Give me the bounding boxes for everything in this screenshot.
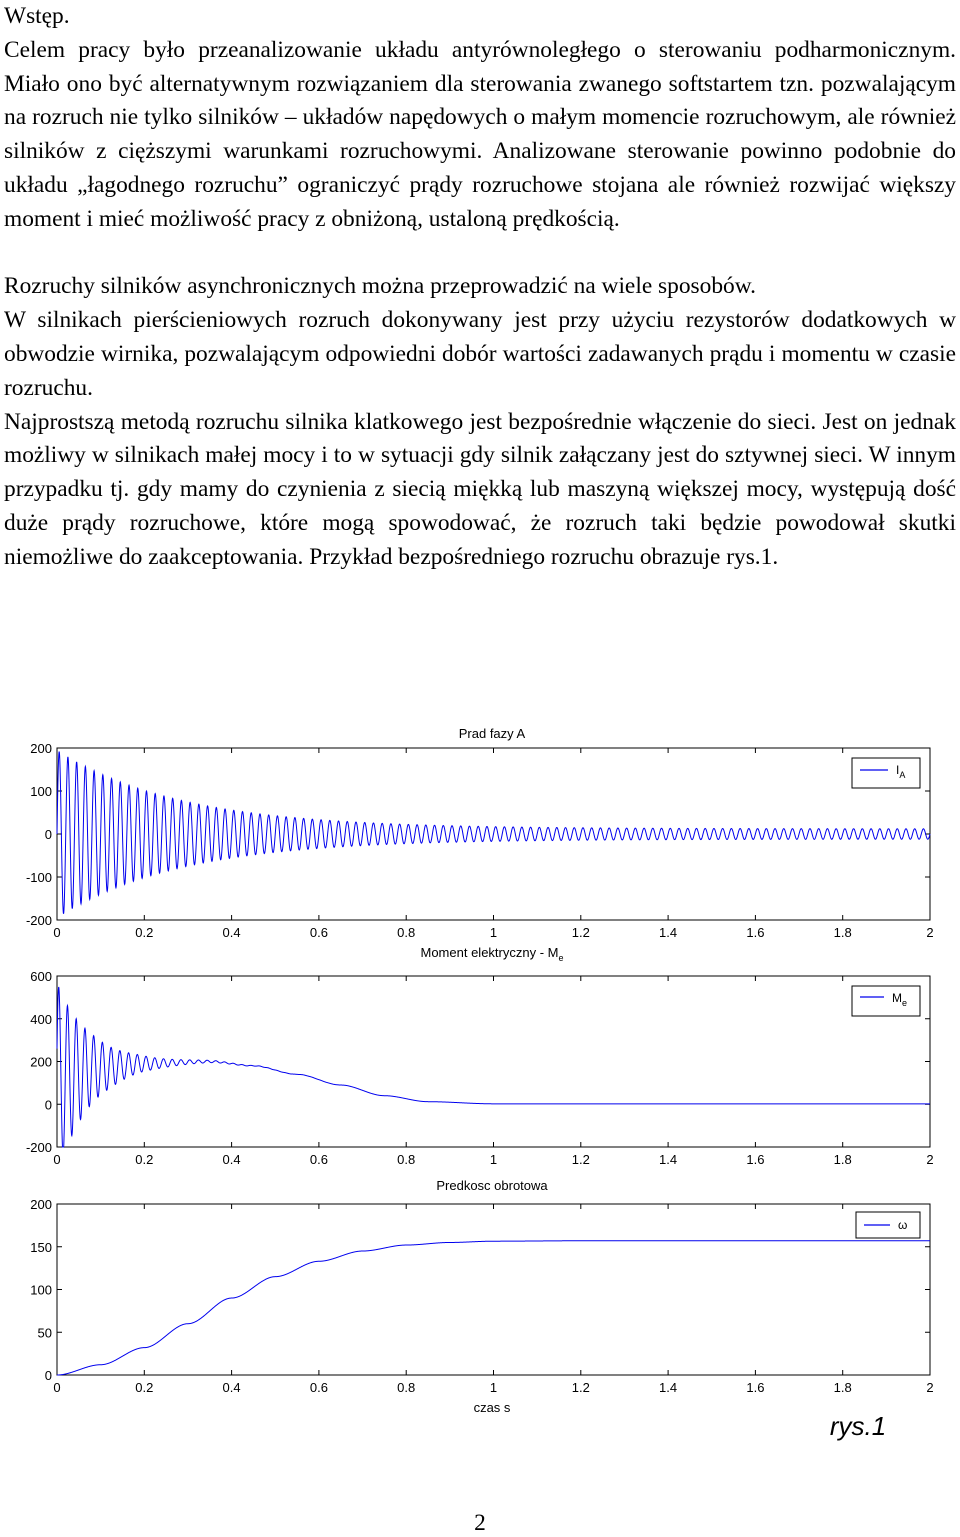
- plot-speed-xtick-label: 1.8: [833, 1380, 852, 1395]
- plot-current-ytick-label: -200: [25, 913, 52, 928]
- plot-torque-xtick-label: 0.4: [222, 1152, 241, 1167]
- plot-speed-ytick-label: 100: [30, 1282, 52, 1298]
- plot-speed-xtick-label: 0.6: [309, 1380, 328, 1395]
- plot-torque-xtick-label: 2: [926, 1152, 934, 1167]
- page-number: 2: [474, 1510, 486, 1536]
- plot-current-xtick-label: 0.2: [135, 925, 154, 940]
- plot-electric-torque: [26, 945, 934, 1167]
- plot-torque-legend-label: $M_e$: [892, 991, 908, 1008]
- plot-torque-legend: [852, 986, 920, 1016]
- plot-current-title: Prad fazy A: [458, 726, 526, 741]
- plot-torque-xtick-label: 1.4: [659, 1152, 678, 1167]
- figure-caption: rys.1: [829, 1411, 887, 1441]
- plot-torque-ytick-label: 200: [30, 1054, 52, 1070]
- plot-current-legend: [852, 758, 920, 788]
- plot-speed-xtick-label: 0.8: [397, 1380, 416, 1395]
- plot-speed-xtick-label: 2: [926, 1380, 934, 1395]
- plot-speed-ytick-label: 150: [30, 1239, 52, 1255]
- plot-speed-xtick-label: 1.6: [746, 1380, 765, 1395]
- plot-current-xtick-label: 0.8: [397, 925, 416, 940]
- plot-rotational-speed: [30, 1178, 933, 1415]
- body-text: [4, 0, 956, 575]
- plot-current-ytick-label: 200: [30, 741, 52, 756]
- plot-torque-ytick-label: 400: [30, 1011, 52, 1027]
- paragraph-methods: Rozruchy silników asynchronicznych można przeprowadzić na wiele sposobów.: [4, 273, 756, 300]
- plot-current-legend-label: $I_A$: [896, 763, 906, 780]
- plot-torque-xtick-label: 1.8: [833, 1152, 852, 1167]
- plot-speed-ytick-label: 200: [30, 1197, 52, 1212]
- paragraph-slip-ring: W silnikach pierścieniowych rozruch dokonywany jest przy użyciu rezystorów dodatkowych w obwodzie wirnika, pozwalającym odpowiedni dobór wartości zadawanych prądu i momentu w czasie rozruchu.: [4, 307, 956, 401]
- plot-current-xtick-label: 0.4: [222, 925, 241, 940]
- figure-rys1: [0, 712, 960, 1452]
- plot-speed-xtick-label: 1.4: [659, 1380, 678, 1395]
- plot-current-xtick-label: 0.6: [309, 925, 328, 940]
- plot-speed-xlabel: czas s: [473, 1400, 511, 1415]
- section-heading: Wstęp.: [4, 3, 70, 29]
- plot-speed-xtick-label: 1: [489, 1380, 498, 1395]
- plot-torque-ytick-label: 0: [44, 1097, 52, 1113]
- plot-current-xtick-label: 1: [489, 925, 498, 940]
- plot-current-xtick-label: 0: [53, 925, 61, 940]
- plot-speed-frame: [57, 1204, 930, 1375]
- plot-current-ytick-label: 0: [44, 827, 52, 842]
- plot-speed-legend: [856, 1212, 920, 1238]
- plot-torque-ytick-label: -200: [25, 1140, 52, 1155]
- plot-current-ytick-label: -100: [25, 870, 52, 885]
- plot-speed-xtick-label: 1.2: [571, 1380, 590, 1395]
- plot-current-xtick-label: 1.8: [833, 925, 852, 940]
- plot-speed-title: Predkosc obrotowa: [436, 1178, 548, 1193]
- plot-torque-xtick-label: 0: [53, 1152, 61, 1167]
- plot-current-ytick-label: 100: [30, 784, 52, 799]
- plot-torque-xtick-label: 1.2: [571, 1152, 590, 1167]
- plot-current-xtick-label: 2: [926, 925, 934, 940]
- plot-torque-xtick-label: 0.2: [135, 1152, 154, 1167]
- plot-current-phase-a: [26, 726, 934, 940]
- plot-torque-xtick-label: 1.6: [746, 1152, 765, 1167]
- plot-speed-legend-label: ω: [898, 1218, 908, 1232]
- plot-current-xtick-label: 1.2: [571, 925, 590, 940]
- plot-speed-ytick-label: 0: [44, 1368, 52, 1383]
- plot-torque-title: Moment elektryczny - $M_e$: [420, 945, 564, 963]
- plot-speed-ytick-label: 50: [37, 1325, 52, 1341]
- paragraph-direct-start: Najprostszą metodą rozruchu silnika klatkowego jest bezpośrednie włączenie do sieci. Jest on jednak możliwy w silnikach małej mocy i to w sytuacji gdy silnik załączany jest do sztywnej sieci. W innym przypadku tj. gdy mamy do czynienia z siecią miękką lub maszyną większej mocy, występują dość duże prądy rozruchowe, które mogą spowodować, że rozruch taki będzie powodował skutki niemożliwe do zaakceptowania. Przykład bezpośredniego rozruchu obrazuje rys.1.: [4, 408, 956, 570]
- plot-torque-xtick-label: 0.8: [397, 1152, 416, 1167]
- plot-torque-xtick-label: 0.6: [309, 1152, 328, 1167]
- plot-speed-xtick-label: 0.4: [222, 1380, 241, 1395]
- plot-torque-xtick-label: 1: [489, 1152, 498, 1167]
- plot-speed-xtick-label: 0: [53, 1380, 61, 1395]
- plot-torque-ytick-label: 600: [30, 969, 52, 984]
- plot-speed-xtick-label: 0.2: [135, 1380, 154, 1395]
- paragraph-intro: Celem pracy było przeanalizowanie układu antyrównoległego o sterowaniu podharmonicznym. Miało ono być alternatywnym rozwiązaniem dla sterowania zwanego softstartem tzn. pozwalającym na rozruch nie tylko silników – układów napędowych o małym momencie rozruchowym, ale również silników z cięższymi warunkami rozruchowymi. Analizowane sterowanie powinno podobnie do układu „łagodnego rozruchu” ograniczyć prądy rozruchowe stojana ale również rozwijać większy moment i mieć możliwość pracy z obniżoną, ustaloną prędkością.: [4, 36, 956, 232]
- plot-current-xtick-label: 1.6: [746, 925, 765, 940]
- plot-current-xtick-label: 1.4: [659, 925, 678, 940]
